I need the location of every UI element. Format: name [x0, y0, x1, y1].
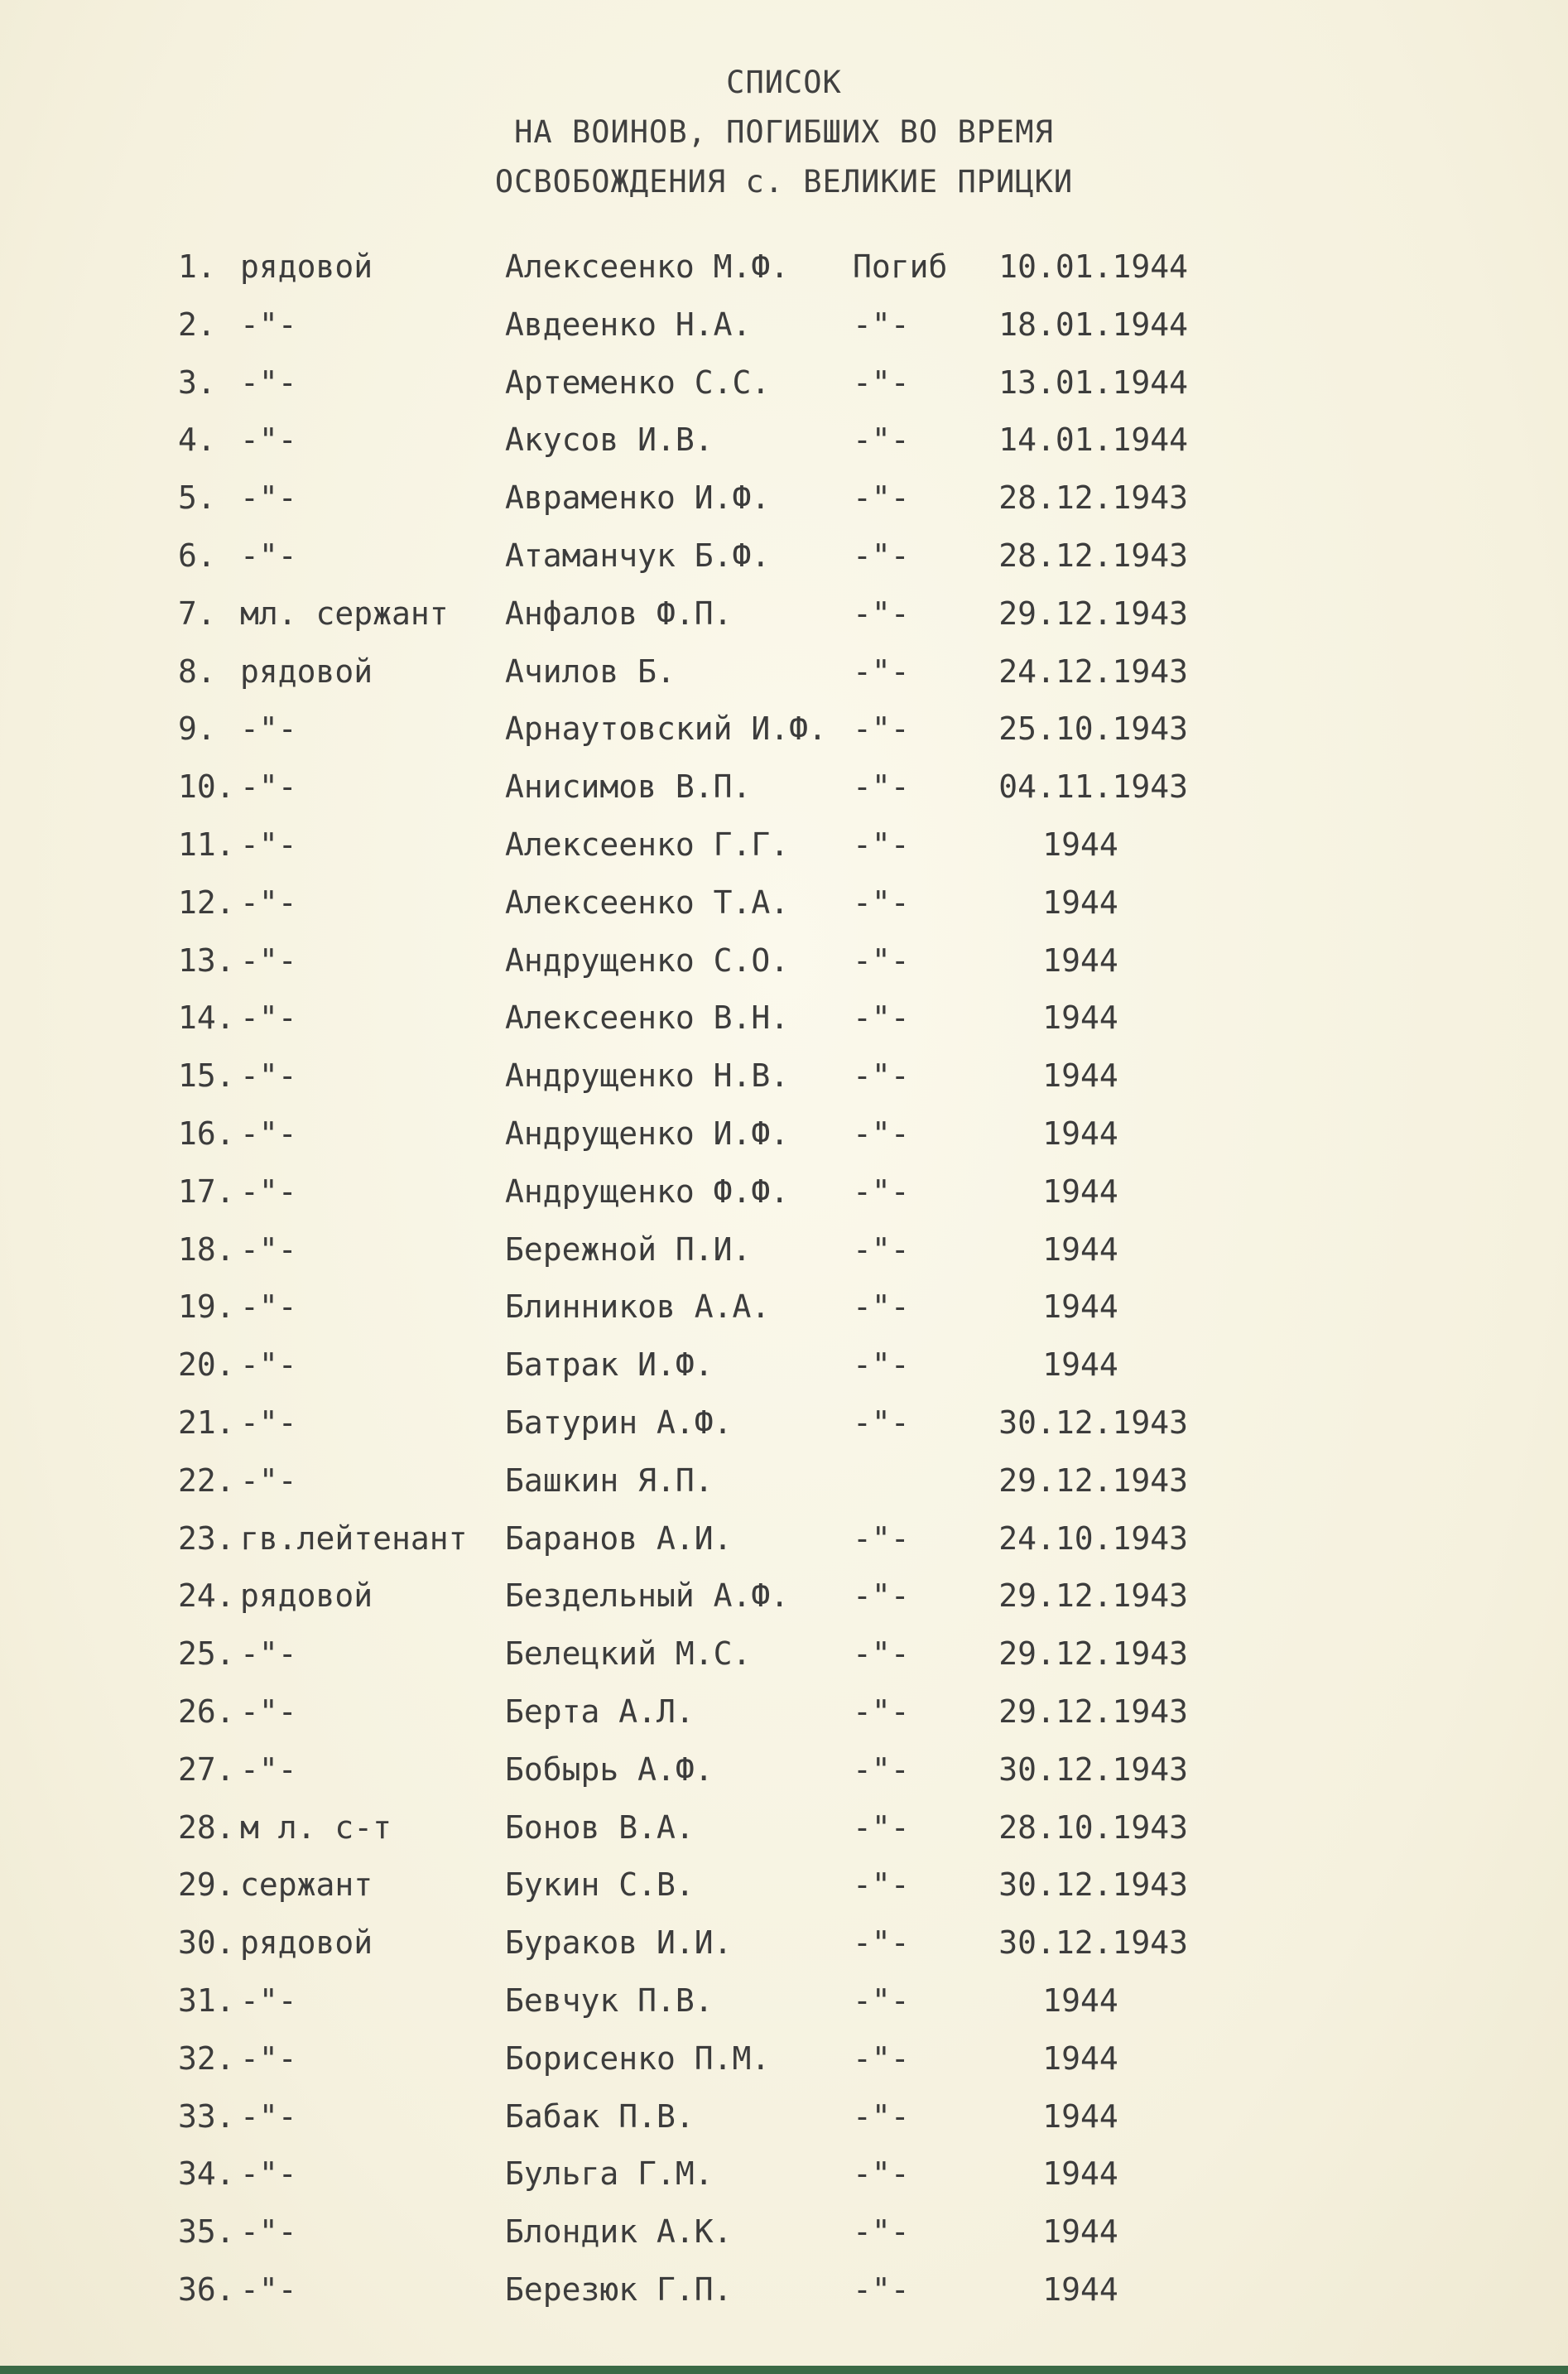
entry-rank: -"-	[240, 1461, 297, 1499]
entry-name: Авдеенко Н.А.	[505, 306, 752, 343]
entry-date: 28.12.1943	[998, 537, 1188, 574]
list-item	[178, 537, 1254, 595]
entry-rank: рядовой	[240, 652, 373, 690]
entry-status: -"-	[853, 941, 910, 979]
entry-number: 2.	[178, 306, 216, 343]
entry-date: 1944	[1042, 999, 1118, 1037]
entry-status: -"-	[853, 652, 910, 690]
entry-status: -"-	[853, 2039, 910, 2077]
entry-number: 11.	[178, 826, 235, 863]
list-item	[178, 421, 1254, 479]
entry-number: 13.	[178, 941, 235, 979]
entry-name: Бонов В.А.	[505, 1808, 695, 1846]
entry-number: 6.	[178, 537, 216, 574]
list-item	[178, 479, 1254, 537]
list-item	[178, 306, 1254, 364]
entry-status: -"-	[853, 1057, 910, 1095]
title-line-1: СПИСОК	[726, 65, 842, 100]
list-item	[178, 884, 1254, 942]
list-item	[178, 710, 1254, 768]
entry-date: 1944	[1042, 2097, 1118, 2135]
entry-status: -"-	[853, 1230, 910, 1268]
entry-number: 19.	[178, 1288, 235, 1326]
entry-number: 22.	[178, 1461, 235, 1499]
entry-date: 30.12.1943	[998, 1924, 1188, 1962]
entry-status: -"-	[853, 595, 910, 632]
list-item	[178, 1115, 1254, 1173]
list-item	[178, 1982, 1254, 2040]
entry-rank: -"-	[240, 1635, 297, 1673]
list-item	[178, 364, 1254, 422]
document-title	[0, 58, 1568, 207]
entry-date: 1944	[1042, 1057, 1118, 1095]
list-item	[178, 2155, 1254, 2213]
entry-status: -"-	[853, 421, 910, 459]
entry-date: 1944	[1042, 2270, 1118, 2308]
entry-date: 1944	[1042, 2155, 1118, 2193]
entry-rank: -"-	[240, 537, 297, 574]
entry-name: Бережной П.И.	[505, 1230, 752, 1268]
list-item	[178, 826, 1254, 884]
entry-name: Башкин Я.П.	[505, 1461, 714, 1499]
list-item	[178, 2213, 1254, 2271]
entry-date: 1944	[1042, 1230, 1118, 1268]
entry-number: 23.	[178, 1519, 235, 1557]
entry-name: Алексеенко Т.А.	[505, 884, 790, 921]
entry-status: Погиб	[853, 248, 948, 285]
entry-date: 1944	[1042, 941, 1118, 979]
entry-name: Блондик А.К.	[505, 2213, 733, 2251]
list-item	[178, 595, 1254, 653]
entry-rank: -"-	[240, 2039, 297, 2077]
entry-rank: -"-	[240, 306, 297, 343]
entry-status: -"-	[853, 999, 910, 1037]
entry-status: -"-	[853, 1404, 910, 1441]
list-item	[178, 1346, 1254, 1404]
entry-date: 1944	[1042, 1982, 1118, 2019]
entry-date: 29.12.1943	[998, 1693, 1188, 1730]
entry-rank: -"-	[240, 884, 297, 921]
list-item	[178, 1635, 1254, 1693]
entry-rank: -"-	[240, 999, 297, 1037]
entry-status: -"-	[853, 1288, 910, 1326]
entry-rank: -"-	[240, 1693, 297, 1730]
entry-rank: -"-	[240, 421, 297, 459]
list-item	[178, 768, 1254, 826]
entry-number: 24.	[178, 1577, 235, 1615]
entry-rank: -"-	[240, 1346, 297, 1384]
list-item	[178, 1577, 1254, 1635]
entry-status: -"-	[853, 710, 910, 748]
entry-number: 10.	[178, 768, 235, 806]
entry-name: Бобырь А.Ф.	[505, 1750, 714, 1788]
list-item	[178, 1231, 1254, 1289]
entry-name: Андрущенко Ф.Ф.	[505, 1173, 790, 1210]
entry-status: -"-	[853, 1866, 910, 1904]
entry-rank: гв.лейтенант	[240, 1519, 468, 1557]
entry-name: Анфалов Ф.П.	[505, 595, 733, 632]
entry-rank: -"-	[240, 1173, 297, 1210]
entry-name: Алексеенко В.Н.	[505, 999, 790, 1037]
entry-rank: -"-	[240, 1750, 297, 1788]
entry-status: -"-	[853, 884, 910, 921]
list-item	[178, 1866, 1254, 1924]
entry-name: Батурин А.Ф.	[505, 1404, 733, 1441]
entry-date: 13.01.1944	[998, 364, 1188, 401]
entry-name: Белецкий М.С.	[505, 1635, 752, 1673]
entry-date: 29.12.1943	[998, 1461, 1188, 1499]
entry-status: -"-	[853, 2155, 910, 2193]
list-item	[178, 2098, 1254, 2156]
entry-date: 1944	[1042, 2039, 1118, 2077]
entry-date: 28.12.1943	[998, 479, 1188, 517]
entry-name: Андрущенко С.О.	[505, 941, 790, 979]
entry-date: 1944	[1042, 884, 1118, 921]
entry-status: -"-	[853, 1519, 910, 1557]
entry-rank: -"-	[240, 941, 297, 979]
list-item	[178, 1404, 1254, 1462]
entry-rank: -"-	[240, 1404, 297, 1441]
entry-status: -"-	[853, 1982, 910, 2019]
entry-rank: -"-	[240, 1115, 297, 1152]
entry-number: 4.	[178, 421, 216, 459]
entry-date: 30.12.1943	[998, 1404, 1188, 1441]
entry-name: Батрак И.Ф.	[505, 1346, 714, 1384]
entry-status: -"-	[853, 2270, 910, 2308]
entry-number: 18.	[178, 1230, 235, 1268]
entry-date: 29.12.1943	[998, 1577, 1188, 1615]
entry-name: Атаманчук Б.Ф.	[505, 537, 771, 574]
entry-name: Артеменко С.С.	[505, 364, 771, 401]
entry-number: 27.	[178, 1750, 235, 1788]
entry-rank: рядовой	[240, 1577, 373, 1615]
entry-rank: -"-	[240, 768, 297, 806]
entry-date: 1944	[1042, 1346, 1118, 1384]
entry-date: 30.12.1943	[998, 1750, 1188, 1788]
entry-number: 1.	[178, 248, 216, 285]
entry-date: 25.10.1943	[998, 710, 1188, 748]
entry-number: 8.	[178, 652, 216, 690]
casualty-list	[178, 248, 1254, 2329]
entry-rank: -"-	[240, 1057, 297, 1095]
list-item	[178, 1462, 1254, 1520]
list-item	[178, 1693, 1254, 1751]
list-item	[178, 248, 1254, 306]
list-item	[178, 1809, 1254, 1867]
entry-date: 1944	[1042, 1288, 1118, 1326]
entry-rank: -"-	[240, 1288, 297, 1326]
entry-status: -"-	[853, 768, 910, 806]
list-item	[178, 1288, 1254, 1346]
entry-number: 21.	[178, 1404, 235, 1441]
entry-rank: -"-	[240, 1230, 297, 1268]
entry-status: -"-	[853, 1173, 910, 1210]
entry-status: -"-	[853, 1693, 910, 1730]
list-item	[178, 942, 1254, 1000]
entry-name: Берта А.Л.	[505, 1693, 695, 1730]
entry-name: Бездельный А.Ф.	[505, 1577, 790, 1615]
entry-number: 14.	[178, 999, 235, 1037]
entry-status: -"-	[853, 537, 910, 574]
entry-date: 10.01.1944	[998, 248, 1188, 285]
entry-name: Арнаутовский И.Ф.	[505, 710, 827, 748]
entry-name: Бабак П.В.	[505, 2097, 695, 2135]
entry-name: Андрущенко И.Ф.	[505, 1115, 790, 1152]
entry-rank: -"-	[240, 1982, 297, 2019]
entry-rank: рядовой	[240, 248, 373, 285]
entry-rank: м л. с-т	[240, 1808, 392, 1846]
entry-rank: -"-	[240, 364, 297, 401]
entry-status: -"-	[853, 1577, 910, 1615]
entry-number: 29.	[178, 1866, 235, 1904]
entry-date: 04.11.1943	[998, 768, 1188, 806]
entry-date: 28.10.1943	[998, 1808, 1188, 1846]
entry-status: -"-	[853, 2213, 910, 2251]
entry-rank: мл. сержант	[240, 595, 449, 632]
list-item	[178, 653, 1254, 711]
entry-rank: -"-	[240, 2155, 297, 2193]
entry-date: 1944	[1042, 2213, 1118, 2251]
entry-number: 3.	[178, 364, 216, 401]
entry-status: -"-	[853, 364, 910, 401]
entry-number: 17.	[178, 1173, 235, 1210]
entry-name: Андрущенко Н.В.	[505, 1057, 790, 1095]
entry-number: 30.	[178, 1924, 235, 1962]
entry-date: 14.01.1944	[998, 421, 1188, 459]
entry-status: -"-	[853, 1346, 910, 1384]
entry-number: 31.	[178, 1982, 235, 2019]
entry-number: 20.	[178, 1346, 235, 1384]
entry-name: Авраменко И.Ф.	[505, 479, 771, 517]
entry-name: Баранов А.И.	[505, 1519, 733, 1557]
entry-number: 7.	[178, 595, 216, 632]
entry-date: 1944	[1042, 1115, 1118, 1152]
entry-date: 1944	[1042, 1173, 1118, 1210]
entry-name: Ачилов Б.	[505, 652, 676, 690]
list-item	[178, 1520, 1254, 1578]
entry-number: 34.	[178, 2155, 235, 2193]
list-item	[178, 2271, 1254, 2329]
entry-rank: -"-	[240, 2270, 297, 2308]
entry-rank: -"-	[240, 2213, 297, 2251]
entry-number: 25.	[178, 1635, 235, 1673]
entry-name: Березюк Г.П.	[505, 2270, 733, 2308]
entry-date: 1944	[1042, 826, 1118, 863]
entry-number: 32.	[178, 2039, 235, 2077]
entry-name: Блинников А.А.	[505, 1288, 771, 1326]
entry-name: Бураков И.И.	[505, 1924, 733, 1962]
list-item	[178, 1924, 1254, 1982]
entry-status: -"-	[853, 1635, 910, 1673]
entry-status: -"-	[853, 1115, 910, 1152]
list-item	[178, 1057, 1254, 1115]
list-item	[178, 1173, 1254, 1231]
entry-rank: -"-	[240, 826, 297, 863]
entry-number: 28.	[178, 1808, 235, 1846]
entry-status: -"-	[853, 826, 910, 863]
entry-status: -"-	[853, 306, 910, 343]
entry-status: -"-	[853, 1750, 910, 1788]
entry-date: 29.12.1943	[998, 595, 1188, 632]
entry-status: -"-	[853, 479, 910, 517]
entry-number: 9.	[178, 710, 216, 748]
list-item	[178, 2040, 1254, 2098]
title-line-2: НА ВОИНОВ, ПОГИБШИХ ВО ВРЕМЯ	[514, 114, 1054, 150]
title-line-3: ОСВОБОЖДЕНИЯ с. ВЕЛИКИЕ ПРИЦКИ	[494, 164, 1074, 200]
entry-rank: -"-	[240, 710, 297, 748]
scan-bottom-edge	[0, 2366, 1568, 2374]
entry-name: Бевчук П.В.	[505, 1982, 714, 2019]
entry-number: 12.	[178, 884, 235, 921]
entry-number: 15.	[178, 1057, 235, 1095]
list-item	[178, 999, 1254, 1057]
entry-rank: рядовой	[240, 1924, 373, 1962]
entry-date: 30.12.1943	[998, 1866, 1188, 1904]
entry-number: 35.	[178, 2213, 235, 2251]
entry-status: -"-	[853, 1924, 910, 1962]
entry-date: 29.12.1943	[998, 1635, 1188, 1673]
entry-number: 5.	[178, 479, 216, 517]
entry-name: Анисимов В.П.	[505, 768, 752, 806]
entry-name: Бульга Г.М.	[505, 2155, 714, 2193]
entry-date: 24.12.1943	[998, 652, 1188, 690]
entry-number: 33.	[178, 2097, 235, 2135]
entry-rank: сержант	[240, 1866, 373, 1904]
list-item	[178, 1751, 1254, 1809]
entry-number: 16.	[178, 1115, 235, 1152]
entry-status: -"-	[853, 2097, 910, 2135]
entry-name: Алексеенко М.Ф.	[505, 248, 790, 285]
entry-number: 36.	[178, 2270, 235, 2308]
entry-rank: -"-	[240, 479, 297, 517]
entry-name: Акусов И.В.	[505, 421, 714, 459]
entry-name: Алексеенко Г.Г.	[505, 826, 790, 863]
entry-rank: -"-	[240, 2097, 297, 2135]
entry-date: 24.10.1943	[998, 1519, 1188, 1557]
entry-date: 18.01.1944	[998, 306, 1188, 343]
entry-name: Букин С.В.	[505, 1866, 695, 1904]
entry-name: Борисенко П.М.	[505, 2039, 771, 2077]
entry-number: 26.	[178, 1693, 235, 1730]
entry-status: -"-	[853, 1808, 910, 1846]
